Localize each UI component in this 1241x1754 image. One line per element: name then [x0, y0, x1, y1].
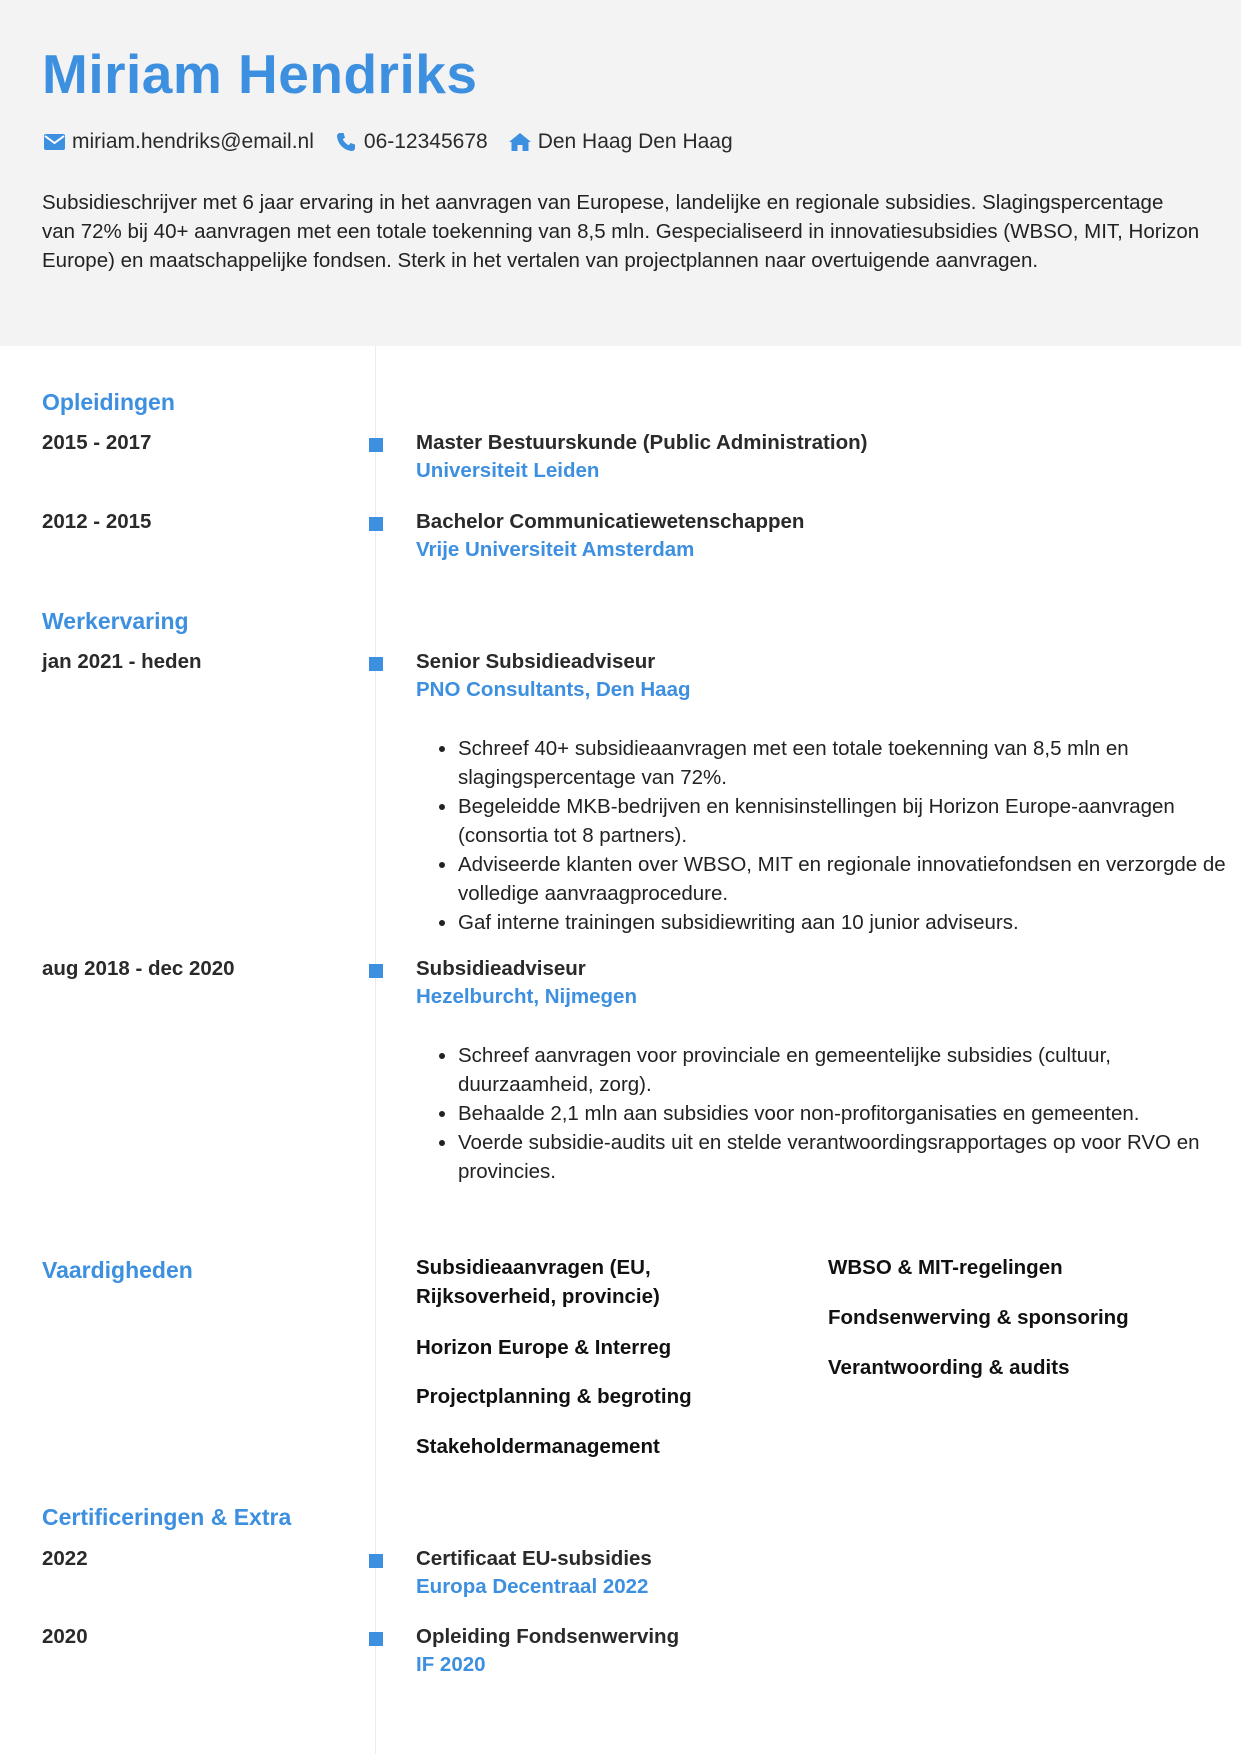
entry-subtitle: Europa Decentraal 2022: [416, 1575, 649, 1598]
list-item: • Begeleidde MKB-bedrijven en kennisinstellingen bij Horizon Europe-aanvragen (consortia tot 8 partners).: [458, 792, 1241, 850]
entry-title: Senior Subsidieadviseur: [416, 650, 656, 673]
entry-date: 2012 - 2015: [42, 510, 152, 533]
entry-subtitle: IF 2020: [416, 1653, 486, 1676]
timeline-marker: [369, 657, 383, 671]
skill-item: Verantwoording & audits: [828, 1356, 1070, 1379]
entry-title: Master Bestuurskunde (Public Administration): [416, 431, 868, 454]
skill-item: Stakeholdermanagement: [416, 1435, 660, 1458]
skill-item: Fondsenwerving & sponsoring: [828, 1306, 1129, 1329]
section-title-skills: Vaardigheden: [42, 1257, 193, 1283]
skill-item: Horizon Europe & Interreg: [416, 1336, 672, 1359]
email-text[interactable]: miriam.hendriks@email.nl: [72, 130, 314, 153]
entry-date: 2022: [42, 1547, 88, 1570]
section-title-education: Opleidingen: [42, 389, 175, 415]
list-item: • Behaalde 2,1 mln aan subsidies voor non-profitorganisaties en gemeenten.: [458, 1099, 1241, 1128]
entry-title: Opleiding Fondsenwerving: [416, 1625, 680, 1648]
candidate-name: Miriam Hendriks: [42, 43, 478, 105]
phone-text[interactable]: 06-12345678: [363, 130, 488, 153]
section-title-certifications: Certificeringen & Extra: [42, 1504, 292, 1530]
location-text: Den Haag Den Haag: [537, 130, 733, 153]
list-item: • Schreef 40+ subsidieaanvragen met een totale toekenning van 8,5 mln en slagingspercentage van 72%.: [458, 734, 1241, 792]
skill-item: Projectplanning & begroting: [416, 1385, 692, 1408]
profile-summary: Subsidieschrijver met 6 jaar ervaring in het aanvragen van Europese, landelijke en regionale subsidies. Slagingspercentage van 72% bij 40+ aanvragen met een totale toekenning van 8,5 mln. Gespecialiseerd in innovatiesubsidies (WBSO, MIT, Horizon Europe) en maatschappelijke fondsen. Sterk in het vertalen van projectplannen naar overtuigende aanvragen.: [42, 191, 1200, 272]
home-icon: [508, 131, 532, 153]
entry-title: Subsidieadviseur: [416, 957, 586, 980]
contact-phone: [334, 130, 488, 154]
entry-date: 2020: [42, 1625, 88, 1648]
timeline-marker: [369, 517, 383, 531]
entry-subtitle: PNO Consultants, Den Haag: [416, 678, 691, 701]
timeline-marker: [369, 1554, 383, 1568]
header-panel: [0, 0, 1241, 346]
contact-location: [508, 130, 733, 154]
timeline-marker: [369, 438, 383, 452]
entry-date: aug 2018 - dec 2020: [42, 957, 235, 980]
timeline-marker: [369, 964, 383, 978]
entry-date: 2015 - 2017: [42, 431, 152, 454]
section-title-work: Werkervaring: [42, 608, 189, 634]
envelope-icon: [42, 131, 66, 153]
entry-subtitle: Vrije Universiteit Amsterdam: [416, 538, 695, 561]
timeline-marker: [369, 1632, 383, 1646]
entry-title: Certificaat EU-subsidies: [416, 1547, 652, 1570]
contact-email: [42, 130, 314, 154]
entry-date: jan 2021 - heden: [42, 650, 202, 673]
entry-subtitle: Hezelburcht, Nijmegen: [416, 985, 637, 1008]
skill-item: WBSO & MIT-regelingen: [828, 1256, 1063, 1279]
bullet-list: [416, 1041, 1241, 1186]
entry-subtitle: Universiteit Leiden: [416, 459, 600, 482]
timeline-divider: [375, 346, 376, 1754]
list-item: • Schreef aanvragen voor provinciale en gemeentelijke subsidies (cultuur, duurzaamheid, zorg).: [458, 1041, 1241, 1099]
phone-icon: [334, 131, 358, 153]
list-item: • Gaf interne trainingen subsidiewriting aan 10 junior adviseurs.: [458, 908, 1241, 937]
entry-title: Bachelor Communicatiewetenschappen: [416, 510, 805, 533]
skill-item: Subsidieaanvragen (EU, Rijksoverheid, provincie): [416, 1256, 660, 1308]
list-item: • Voerde subsidie-audits uit en stelde verantwoordingsrapportages op voor RVO en provincies.: [458, 1128, 1241, 1186]
contact-line: [42, 127, 753, 157]
bullet-list: [416, 734, 1241, 937]
list-item: • Adviseerde klanten over WBSO, MIT en regionale innovatiefondsen en verzorgde de volledige aanvraagprocedure.: [458, 850, 1241, 908]
